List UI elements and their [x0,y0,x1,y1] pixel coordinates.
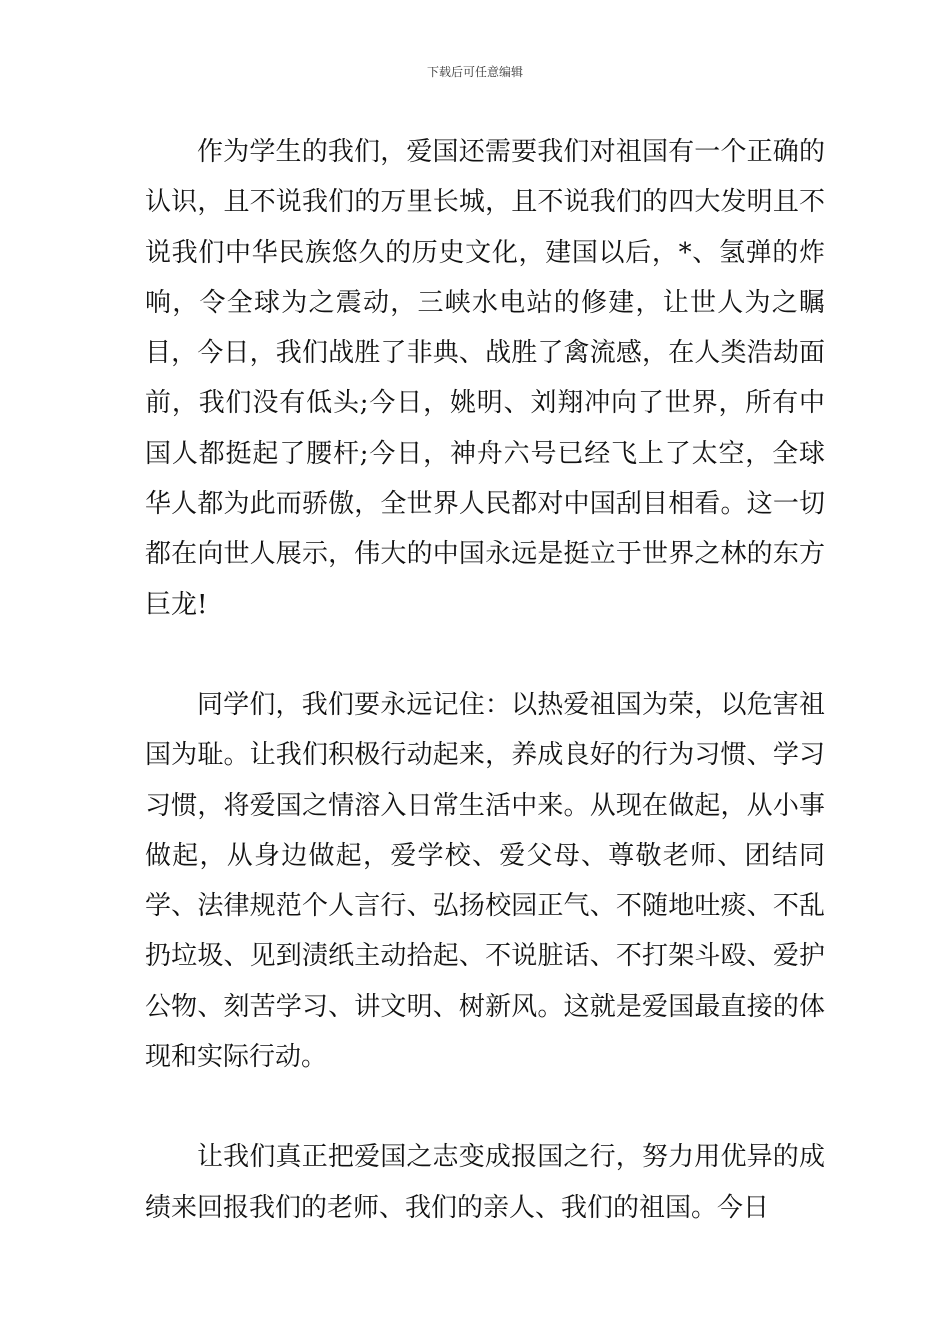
document-body [145,127,825,1233]
paragraph-patriotism-achievements: 作为学生的我们，爱国还需要我们对祖国有一个正确的认识，且不说我们的万里长城，且不说我们的四大发明且不说我们中华民族悠久的历史文化，建国以后，*、氢弹的炸响，令全球为之震动，三峡水电站的修建，让世人为之瞩目，今日，我们战胜了非典、战胜了禽流感，在人类浩劫面前，我们没有低头;今日，姚明、刘翔冲向了世界，所有中国人都挺起了腰杆;今日，神舟六号已经飞上了太空，全球华人都为此而骄傲，全世界人民都对中国刮目相看。这一切都在向世人展示，伟大的中国永远是挺立于世界之林的东方巨龙! [145,137,825,620]
paragraph-repay-country: 让我们真正把爱国之志变成报国之行，努力用优异的成绩来回报我们的老师、我们的亲人、我们的祖国。今日 [145,1142,825,1223]
page-header-note: 下载后可任意编辑 [426,65,523,79]
paragraph-student-actions: 同学们，我们要永远记住：以热爱祖国为荣，以危害祖国为耻。让我们积极行动起来，养成良好的行为习惯、学习习惯，将爱国之情溶入日常生活中来。从现在做起，从小事做起，从身边做起，爱学校、爱父母、尊敬老师、团结同学、法律规范个人言行、弘扬校园正气、不随地吐痰、不乱扔垃圾、见到渍纸主动拾起、不说脏话、不打架斗殴、爱护公物、刻苦学习、讲文明、树新风。这就是爱国最直接的体现和实际行动。 [145,689,825,1073]
